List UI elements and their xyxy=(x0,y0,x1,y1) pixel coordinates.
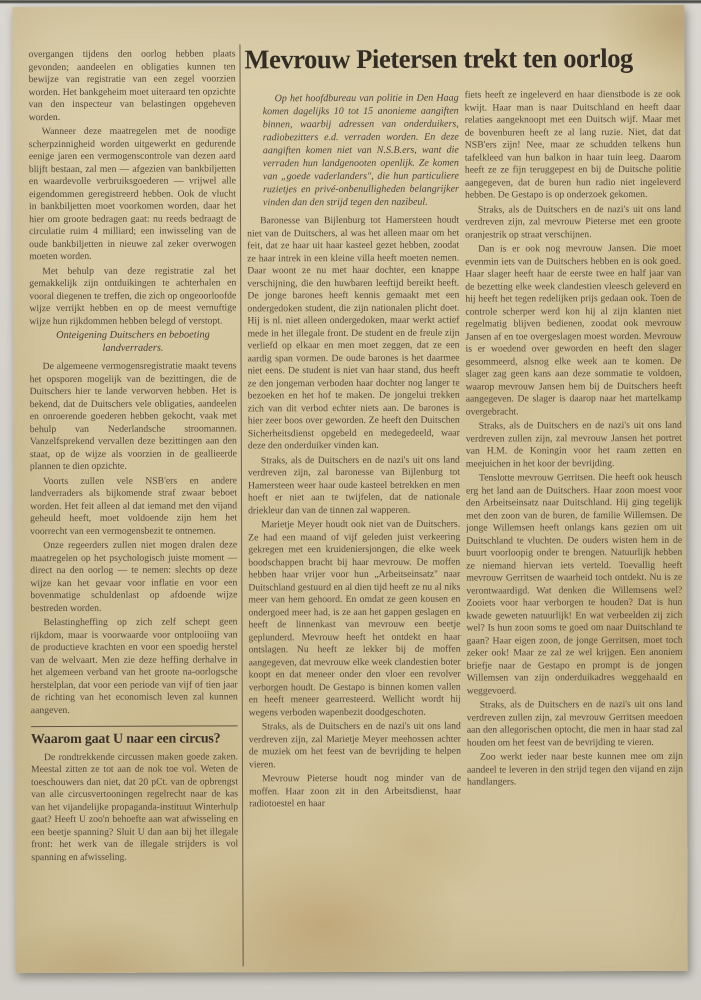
article-paragraph: Straks, als de Duitschers en de nazi's uit ons land verdreven zijn, zal mevrouw Pieterse met een groote oranjestrik op straat verschijnen. xyxy=(465,203,682,241)
article-paragraph: Voorts zullen vele NSB'ers en andere landverraders als bijkomende straf zwaar beboet worden. Het feit alleen al dat iemand met den vijand geheuld heeft, moet voldoende zijn hem het voorrecht van een vermogensbezit te ontnemen. xyxy=(29,474,238,537)
left-column xyxy=(28,48,238,967)
article-paragraph: Dan is er ook nog mevrouw Jansen. Die moet evenmin iets van de Duitschers hebben en is ook goed. Haar slager heeft haar de eerste twee en half jaar van de bezetting elke week clandestien vleesch geleverd en hij heeft het tegen redelijken prijs gedaan ook. Toen de controle scherper werd kon hij al zijn klanten niet regelmatig blijven bedienen, zoodat ook mevrouw Jansen af en toe overgeslagen moest worden. Mevrouw is er woedend over geworden en heeft den slager gesommeerd, alsnog elke week aan te komen. De slager zag geen kans aan deze sommatie te voldoen, waarop mevrouw Jansen hem bij de Duitschers heeft aangegeven. De slager is daarop naar het martelkamp overgebracht. xyxy=(465,242,682,418)
article-paragraph: Zoo werkt ieder naar beste kunnen mee om zijn aandeel te leveren in den strijd tegen den vijand en zijn handlangers. xyxy=(466,750,683,788)
middle-column xyxy=(247,90,462,969)
article-paragraph: fiets heeft ze ingeleverd en haar dienstbode is ze ook kwijt. Haar man is naar Duitschland en heeft daar relaties aangeknoopt met een Duitsch wijf. Maar met de bovenburen heeft ze al lang ruzie. Niet, dat dat NSB'ers zijn! Nee, maar ze schudden telkens hun tafelkleed van hun balkon in haar tuin leeg. Daarom heeft ze ze fijn teruggepest en bij de Duitsche politie aangegeven, dat de buren hun radio niet ingeleverd hebben. De Gestapo is op onderzoek gekomen. xyxy=(464,88,681,201)
newspaper-page xyxy=(12,5,687,973)
article-paragraph: overgangen tijdens den oorlog hebben plaats gevonden; aandeelen en obligaties kunnen ten bewijze van registratie van een zegel voorzien worden. Het bankgeheim moet uiteraard ten opzichte van den inspecteur van belastingen opgeheven worden. xyxy=(28,48,236,123)
circus-article-heading: Waarom gaat U naar een circus? xyxy=(30,731,221,748)
main-headline: Mevrouw Pietersen trekt ten oorlog xyxy=(244,43,633,75)
article-paragraph: Straks, als de Duitschers en de nazi's uit ons land verdreven zijn, zal Marietje Meyer meehossen achter de muziek om het feest van de bevrijding te helpen vieren. xyxy=(248,720,461,770)
right-column xyxy=(465,89,684,968)
article-paragraph: Straks, als de Duitschers en de nazi's uit ons land verdreven zullen zijn, zal mevrouw Gerritsen meedoen aan den allegorischen optocht, die men in haar stad zal houden om het feest van de bevrijding te vieren. xyxy=(466,698,683,749)
section-divider-rule xyxy=(31,725,238,727)
article-paragraph: Wanneer deze maatregelen met de noodige scherpzinnigheid worden uitgewerkt en gedurende eenige jaren een vermogenscontrole van dezen aard blijft bestaan, zal men — afgezien van bankbiljetten en waardevolle verbruiksgoederen — vrijwel alle eigendommen geregistreerd hebben. Ook de vlucht in bankbiljetten moet voorkomen worden, daar het hier om groote bedragen gaat: nu reeds bedraagt de circulatie ruim 4 milliard; een inwisseling van de oude bankbiljetten in nieuwe zal zeker overwogen moeten worden. xyxy=(28,125,237,263)
article-lede: Op het hoofdbureau van politie in Den Haag komen dagelijks 10 tot 15 anonieme aangiften binnen, waarbij adressen van onderduikers, radiobezitters e.d. verraden worden. En deze aangiften komen niet van N.S.B.ers, want die verraden hun landgenooten openlijk. Ze komen van „goede vaderlanders", die hun particuliere ruzietjes en privé-onbenulligheden belangrijker vinden dan den strijd tegen den nazibeul. xyxy=(262,92,459,209)
article-paragraph: De rondtrekkende circussen maken goede zaken. Meestal zitten ze tot aan de nok toe vol. Weten de toeschouwers dan niet, dat 20 pCt. van de opbrengst van alle circusvertooningen regelrecht naar de kas van het vijandelijke propaganda-instituut Winterhulp gaat? Heeft U zoo'n behoefte aan wat afwisseling en een beetje spanning? Sluit U dan aan bij het illegale front: het werk van de illegale strijders is vol spanning en afwisseling. xyxy=(30,750,239,863)
article-paragraph: Met behulp van deze registratie zal het gemakkelijk zijn ontduikingen te achterhalen en vooral diegenen te treffen, die zich op ongeoorloofde wijze verrijkt hebben en op de meest vernuftige wijze hun rijkdommen hebben belegd of verstopt. xyxy=(29,264,237,327)
section-subheading: Onteigening Duitschers en beboeting landverraders. xyxy=(56,329,210,354)
article-paragraph: De algemeene vermogensregistratie maakt tevens het opsporen mogelijk van de bezittingen, die de Duitschers hier te lande verworven hebben. Het is bekend, dat de Duitschers vele obligaties, aandeelen en onroerende goederen hebben gekocht, vaak met behulp van Nederlandsche stroomannen. Vanzelfsprekend vervallen deze bezittingen aan den staat, op de wijze als voorzien in de geallieerde plannen te dien opzichte. xyxy=(29,360,237,473)
article-paragraph: Tenslotte mevrouw Gerritsen. Die heeft ook heusch erg het land aan de Duitschers. Haar zoon moest voor den Arbeitseinsatz naar Duitschland. Hij ging tegelijk met den zoon van de buren, de familie Willemsen. De jonge Willemsen heeft onlangs kans gezien om uit Duitschland te vluchten. De ouders wisten hem in de buurt voorloopig onder te brengen. Natuurlijk hebben ze niemand hiervan iets verteld. Toevallig heeft mevrouw Gerritsen de waarheid toch ontdekt. Nu is ze verontwaardigd. Wat denken die Willemsens wel? Zooiets voor haar verborgen te houden? Dat is hun kwade geweten natuurlijk! En wat verbeelden zij zich wel? Is hun zoon soms te goed om naar Duitschland te gaan? Haar eigen zoon, de jonge Gerritsen, moet toch zeker ook! Maar ze zal ze wel krijgen. Een anoniem briefje naar de Gestapo en prompt is de jongen Willemsen van zijn onderduikadres weggehaald en weggevoerd. xyxy=(465,471,683,697)
article-paragraph: Baronesse van Bijlenburg tot Hamersteen houdt niet van de Duitschers, al was het alleen maar om het feit, dat ze haar uit haar kasteel gezet hebben, zoodat ze haar intrek in een kleine villa heeft moeten nemen. Daar woont ze nu met haar dochter, een knappe verschijning, die den huwbaren leeftijd bereikt heeft. De jonge barones heeft kennis gemaakt met een ondergedoken student, die zijn nationalen plicht doet. Hij is nl. niet alleen ondergedoken, maar werkt actief mede in het illegale front. De student en de freule zijn verliefd op elkaar en men moet zeggen, dat ze een aardig span vormen. De oude barones is het daarmee niet eens. De student is niet van haar stand, dus heeft ze den jongeman verboden haar dochter nog langer te bezoeken en het hof te maken. De jongelui trekken zich van dit verbod echter niets aan. De barones is hier zeer boos over geworden. Ze heeft den Duitschen Sicherheitsdienst opgebeld en medegedeeld, waar deze den onderduiker vinden kan. xyxy=(247,214,460,452)
article-paragraph: Straks, als de Duitschers en de nazi's uit ons land verdreven zijn, zal baronesse van Bijlenburg tot Hamersteen weer haar oude kasteel betrekken en men hoeft er niet aan te twijfelen, dat de nationale driekleur dan van de tinnen zal wapperen. xyxy=(247,454,461,516)
article-paragraph: Straks, als de Duitschers en de nazi's uit ons land verdreven zullen zijn, zal mevrouw Jansen het portret van H.M. de Koningin voor het raam zetten en meejuichen in het koor der bevrijding. xyxy=(465,419,682,470)
article-paragraph: Marietje Meyer houdt ook niet van de Duitschers. Ze had een maand of vijf geleden juist verkeering gekregen met een kruideniersjongen, die elke week boodschappen bracht bij haar mevrouw. De moffen hebben haar vrijer voor hun „Arbeitseinsatz" naar Duitschland gestuurd en al dien tijd heeft ze nu al niks meer van hem gehoord. En omdat ze geen kousen en ondergoed meer had, is ze aan het gappen geslagen en heeft de linnenkast van mevrouw een beetje geplunderd. Mevrouw heeft het ontdekt en haar ontslagen. Nu heeft ze lekker bij de moffen aangegeven, dat mevrouw elke week clandestien boter koopt en dat meneer onder den vloer een revolver verborgen houdt. De Gestapo is binnen komen vallen en heeft meneer gearresteerd. Wellicht wordt hij wegens verboden wapenbezit doodgeschoten. xyxy=(248,518,461,718)
article-paragraph: Mevrouw Pieterse houdt nog minder van de moffen. Haar zoon zit in den Arbeitsdienst, haar radiotoestel en haar xyxy=(249,772,462,810)
article-paragraph: Belastingheffing op zich zelf schept geen rijkdom, maar is voorwaarde voor ontplooiing van de productieve krachten en voor een spoedig herstel van de welvaart. Men zie deze heffing derhalve in het algemeen verband van het groote na-oorlogsche herstelplan, dat voor een periode van vijf of tien jaar de richting van het economisch leven zal kunnen aangeven. xyxy=(30,616,238,716)
article-paragraph: Onze regeerders zullen niet mogen dralen deze maatregelen op het psychologisch juiste moment — direct na den oorlog — te nemen: slechts op deze wijze kan het gevaar voor inflatie en voor een bovenmatige schuldenlast op afdoende wijze bestreden worden. xyxy=(30,539,238,614)
column-divider-rule xyxy=(239,44,243,966)
